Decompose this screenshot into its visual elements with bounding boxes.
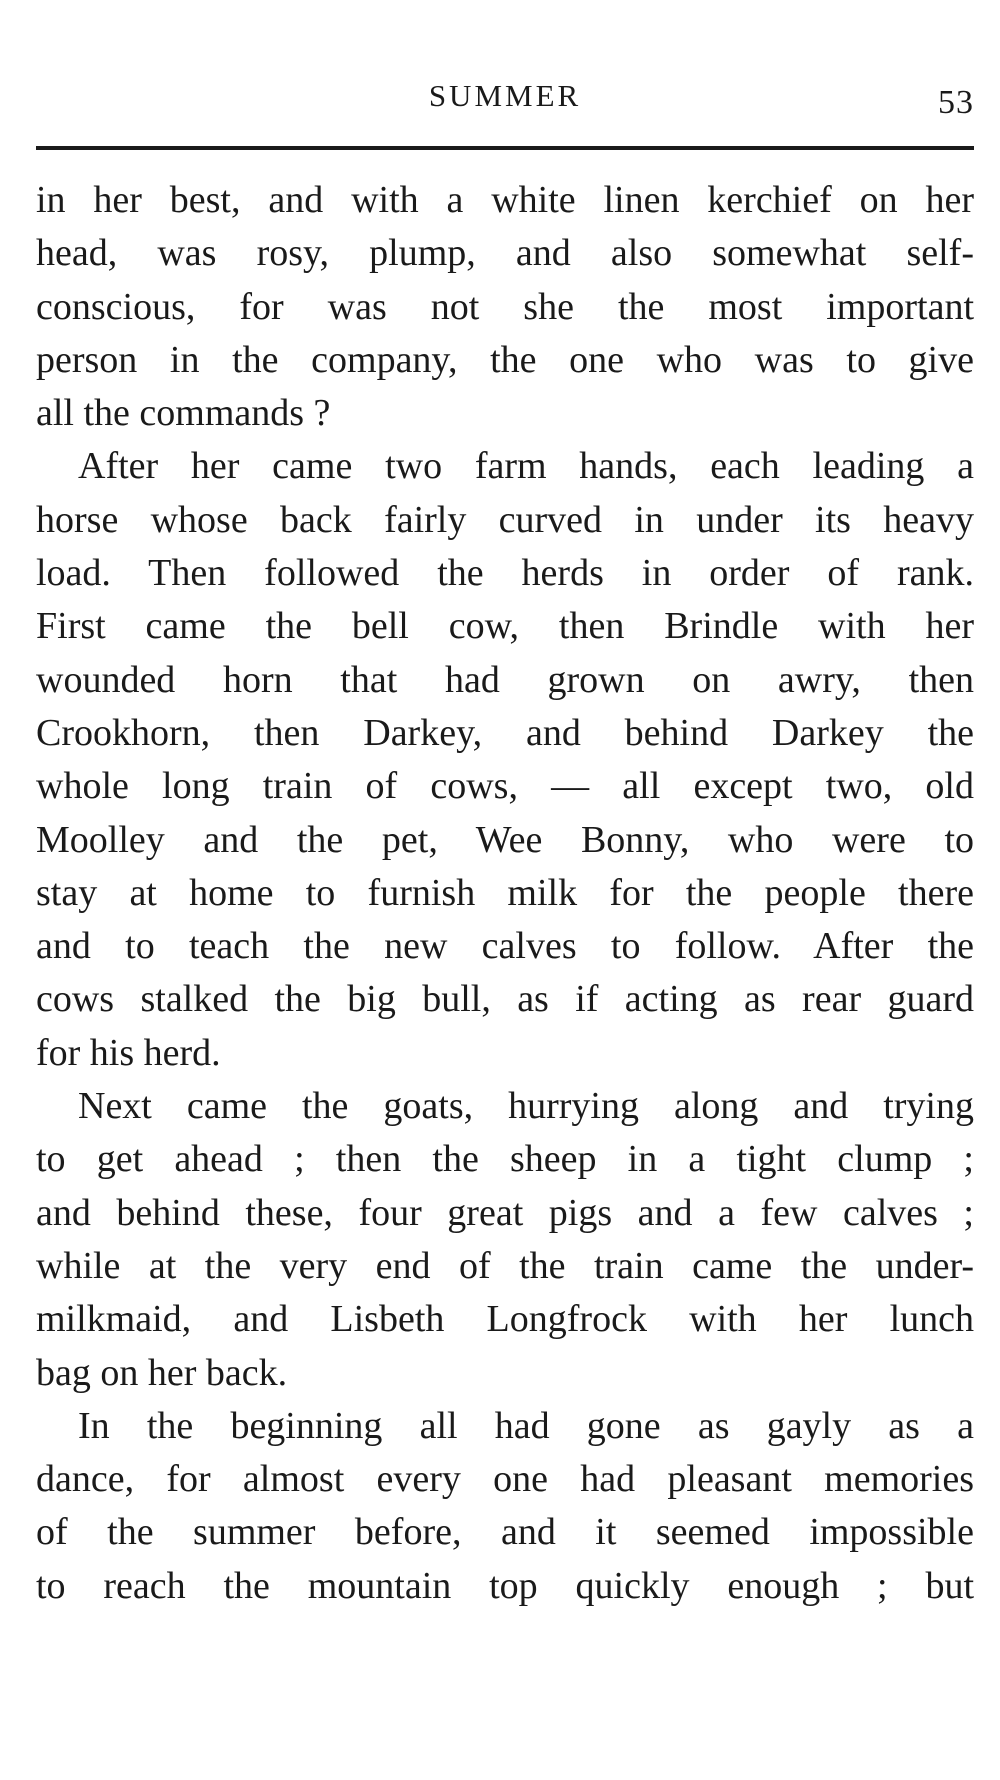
text-line: to get ahead ; then the sheep in a tight clump ; [36, 1138, 974, 1181]
body-text [36, 174, 974, 1613]
running-title: SUMMER [428, 78, 582, 113]
text-line: horse whose back fairly curved in under its heavy [36, 498, 974, 541]
text-line: all the commands ? [36, 392, 331, 435]
text-line: stay at home to furnish milk for the people there [36, 871, 974, 914]
paragraph [36, 1080, 974, 1400]
text-line: whole long train of cows, — all except two, old [36, 765, 974, 808]
text-line: in her best, and with a white linen kerchief on her [36, 179, 974, 221]
text-line: cows stalked the big bull, as if acting as rear guard [36, 978, 974, 1021]
paragraph [36, 440, 974, 1080]
text-line: and to teach the new calves to follow. After the [36, 925, 974, 968]
text-line: person in the company, the one who was to give [36, 338, 974, 381]
text-line: Moolley and the pet, Wee Bonny, who were to [36, 818, 974, 861]
text-line: milkmaid, and Lisbeth Longfrock with her lunch [36, 1298, 974, 1341]
running-head [36, 78, 974, 128]
text-line: Next came the goats, hurrying along and trying [78, 1085, 974, 1128]
paragraph [36, 174, 974, 440]
text-line: to reach the mountain top quickly enough ; but [36, 1564, 974, 1607]
text-line: In the beginning all had gone as gayly as a [78, 1404, 974, 1447]
page-number: 53 [938, 84, 974, 121]
text-line: conscious, for was not she the most important [36, 285, 974, 328]
text-line: bag on her back. [36, 1351, 288, 1394]
text-line: head, was rosy, plump, and also somewhat self- [36, 232, 974, 275]
text-line: First came the bell cow, then Brindle with her [36, 605, 974, 648]
text-line: and behind these, four great pigs and a few calves ; [36, 1191, 974, 1234]
text-line: load. Then followed the herds in order of rank. [36, 552, 974, 595]
text-line: Crookhorn, then Darkey, and behind Darkey the [36, 711, 974, 754]
text-line: of the summer before, and it seemed impossible [36, 1511, 974, 1554]
text-line: for his herd. [36, 1031, 221, 1074]
text-line: wounded horn that had grown on awry, then [36, 658, 974, 701]
paragraph [36, 1400, 974, 1613]
header-rule [36, 146, 974, 150]
text-line: while at the very end of the train came the under- [36, 1244, 974, 1287]
text-line: dance, for almost every one had pleasant memories [36, 1458, 974, 1501]
text-line: After her came two farm hands, each leading a [78, 445, 974, 488]
